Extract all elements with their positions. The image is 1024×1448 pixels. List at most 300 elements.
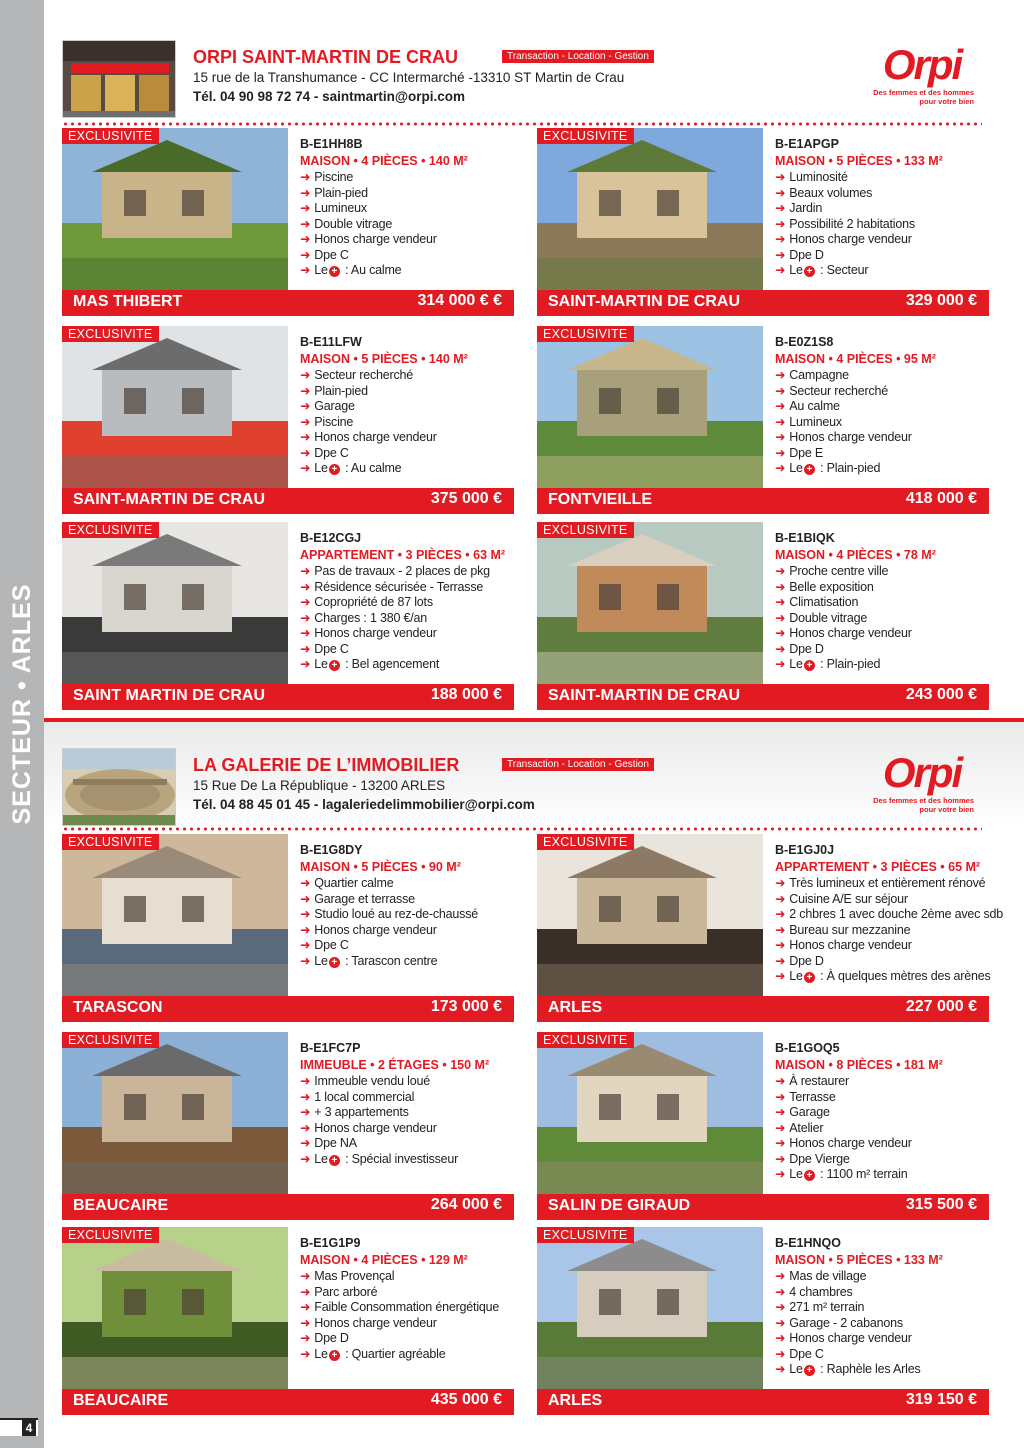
property-price: 375 000 € [430,490,502,507]
property-city: SAINT-MARTIN DE CRAU [548,687,740,704]
property-details [300,530,514,673]
property-type: MAISON • 5 PIÈCES • 133 M² [775,154,943,168]
arrow-icon: ➜ [300,201,311,215]
highlight-label: Le [789,263,803,277]
plus-icon: + [329,464,340,475]
highlight-label: Le [314,1151,328,1166]
feature-text: Honos charge vendeur [789,938,912,952]
highlight-item [775,263,989,279]
feature-text: Parc arboré [314,1284,378,1299]
arrow-icon: ➜ [775,414,786,429]
page-number: 4 [22,1420,36,1436]
price-bar [62,1194,514,1220]
feature-item [775,232,989,248]
feature-item [300,384,514,400]
feature-text: Dpe E [789,445,824,460]
feature-text: Proche centre ville [789,564,889,578]
sector-label: SECTEUR • ARLES [8,583,36,825]
property-city: SAINT-MARTIN DE CRAU [73,491,265,508]
feature-item [775,611,989,627]
feature-item [300,1074,514,1090]
feature-text: Piscine [314,170,354,184]
feature-text: Honos charge vendeur [314,922,437,937]
property-type: MAISON • 4 PIÈCES • 95 M² [775,352,936,366]
arrow-icon: ➜ [300,247,311,262]
arrow-icon: ➜ [775,595,786,609]
property-type: MAISON • 4 PIÈCES • 140 M² [300,154,468,168]
property-listing [62,522,514,712]
highlight-item [775,969,989,985]
feature-text: Au calme [789,399,840,413]
plus-icon: + [329,1350,340,1361]
feature-item [300,368,514,384]
feature-item [775,186,989,202]
highlight-text: : Quartier agréable [341,1346,446,1361]
arrow-icon: ➜ [775,1105,786,1119]
price-bar [537,1194,989,1220]
exclusivite-badge: EXCLUSIVITE [62,522,159,538]
feature-text: Double vitrage [789,610,868,625]
property-details [775,334,989,477]
property-price: 329 000 € [905,292,977,309]
feature-item [775,1136,989,1152]
highlight-text: : Raphèle les Arles [816,1362,921,1376]
feature-text: 271 m² terrain [789,1300,865,1314]
feature-item [775,1121,989,1137]
property-ref: B-E1APGP [775,137,839,151]
feature-text: À restaurer [789,1074,849,1088]
price-bar [537,1389,989,1415]
property-listing [537,326,989,516]
price-bar [62,488,514,514]
arrow-icon: ➜ [300,907,311,921]
feature-item [300,595,514,611]
feature-text: Charges : 1 380 €/an [314,610,428,625]
property-listing [62,1227,514,1417]
feature-item [775,1316,989,1332]
dotted-separator [62,122,982,126]
highlight-item [300,1347,514,1363]
feature-item [300,1105,514,1121]
property-photo [62,834,288,996]
arrow-icon: ➜ [775,907,786,921]
property-ref: B-E1BIQK [775,531,835,545]
arrow-icon: ➜ [775,1315,786,1330]
property-city: SAINT-MARTIN DE CRAU [548,293,740,310]
property-details [300,1040,514,1167]
arrow-icon: ➜ [300,1315,311,1330]
property-price: 435 000 € [430,1391,502,1408]
feature-text: 4 chambres [789,1284,853,1299]
feature-item [775,954,989,970]
property-ref: B-E1G8DY [300,843,363,857]
arrow-icon: ➜ [300,1300,311,1314]
property-ref: B-E11LFW [300,335,362,349]
feature-item [775,642,989,658]
arrow-icon: ➜ [775,1120,786,1135]
feature-item [300,1090,514,1106]
arrow-icon: ➜ [775,891,786,906]
feature-text: Terrasse [789,1089,836,1104]
highlight-item [300,263,514,279]
feature-item [775,415,989,431]
feature-item [775,1300,989,1316]
arrow-icon: ➜ [300,891,311,906]
feature-item [300,642,514,658]
arrow-icon: ➜ [775,1331,786,1345]
exclusivite-badge: EXCLUSIVITE [537,834,634,850]
property-price: 314 000 € € [417,292,502,309]
property-details [300,1235,514,1362]
property-city: MAS THIBERT [73,293,183,310]
feature-item [300,1136,514,1152]
feature-item [775,1269,989,1285]
arrow-icon: ➜ [300,1346,311,1361]
property-type: MAISON • 5 PIÈCES • 133 M² [775,1253,943,1267]
property-ref: B-E0Z1S8 [775,335,834,349]
arrow-icon: ➜ [775,430,786,444]
property-photo [62,1227,288,1389]
property-photo [537,834,763,996]
feature-item [300,876,514,892]
feature-text: Studio loué au rez-de-chaussé [314,907,479,921]
exclusivite-badge: EXCLUSIVITE [537,128,634,144]
arrow-icon: ➜ [300,922,311,937]
property-listing [537,522,989,712]
property-price: 315 500 € [905,1196,977,1213]
feature-text: Immeuble vendu loué [314,1074,431,1088]
property-type: APPARTEMENT • 3 PIÈCES • 65 M² [775,860,981,874]
arrow-icon: ➜ [300,1269,311,1283]
property-photo [62,128,288,290]
arrow-icon: ➜ [300,185,311,200]
highlight-item [300,954,514,970]
feature-item [775,1347,989,1363]
property-listing [537,128,989,318]
feature-item [300,1269,514,1285]
property-photo [537,522,763,684]
feature-text: Climatisation [789,595,859,609]
property-city: FONTVIEILLE [548,491,652,508]
feature-item [300,399,514,415]
feature-text: Dpe C [314,938,349,952]
arrow-icon: ➜ [775,232,786,246]
property-listing [537,834,1004,1024]
price-bar [62,290,514,316]
feature-text: Secteur recherché [314,368,414,382]
price-bar [62,996,514,1022]
property-price: 243 000 € [905,686,977,703]
feature-text: Faible Consommation énergétique [314,1300,500,1314]
highlight-label: Le [314,657,328,671]
arrow-icon: ➜ [300,1136,311,1150]
highlight-text: : Bel agencement [341,657,440,671]
exclusivite-badge: EXCLUSIVITE [537,1032,634,1048]
arrow-icon: ➜ [775,170,786,184]
exclusivite-badge: EXCLUSIVITE [62,834,159,850]
feature-text: Campagne [789,368,849,382]
feature-text: Honos charge vendeur [789,1136,912,1150]
property-ref: B-E1HH8B [300,137,363,151]
feature-text: Mas Provençal [314,1269,395,1283]
feature-text: Secteur recherché [789,383,889,398]
agency-name: ORPI SAINT-MARTIN DE CRAU [193,47,458,67]
highlight-text: : Secteur [816,263,869,277]
property-details [300,136,514,279]
arrow-icon: ➜ [775,579,786,594]
agency-address: 15 rue de la Transhumance - CC Intermarché -13310 ST Martin de Crau [193,70,625,85]
logo-word: Orpi [882,41,962,88]
price-bar [537,290,989,316]
feature-text: Honos charge vendeur [789,1331,912,1345]
plus-icon: + [804,660,815,671]
arrow-icon: ➜ [775,626,786,640]
arrow-icon: ➜ [300,368,311,382]
feature-text: Dpe C [314,445,349,460]
agency-address: 15 Rue De La République - 13200 ARLES [193,778,446,793]
arrow-icon: ➜ [300,595,311,609]
arrow-icon: ➜ [775,1167,786,1181]
highlight-label: Le [314,461,328,475]
feature-text: Dpe C [314,247,349,262]
property-city: BEAUCAIRE [73,1197,169,1214]
plus-icon: + [329,957,340,968]
feature-text: Honos charge vendeur [314,1120,437,1135]
feature-item [775,580,989,596]
property-city: ARLES [548,1392,603,1409]
arrow-icon: ➜ [775,969,786,983]
property-ref: B-E1FC7P [300,1041,361,1055]
feature-text: Dpe Vierge [789,1151,850,1166]
feature-item [300,626,514,642]
price-bar [537,684,989,710]
highlight-label: Le [789,1167,803,1181]
feature-text: Pas de travaux - 2 places de pkg [314,564,490,578]
exclusivite-badge: EXCLUSIVITE [62,128,159,144]
price-bar [537,996,989,1022]
agency-services-tag: Transaction - Location - Gestion [502,758,654,771]
highlight-item [300,657,514,673]
property-listing [537,1227,989,1417]
exclusivite-badge: EXCLUSIVITE [537,326,634,342]
plus-icon: + [804,266,815,277]
feature-item [775,938,989,954]
feature-item [300,232,514,248]
feature-text: Belle exposition [789,579,874,594]
arrow-icon: ➜ [775,399,786,413]
feature-text: Double vitrage [314,216,393,231]
feature-text: Possibilité 2 habitations [789,216,915,231]
highlight-item [775,1167,989,1183]
property-ref: B-E1G1P9 [300,1236,361,1250]
property-type: MAISON • 8 PIÈCES • 181 M² [775,1058,943,1072]
arrow-icon: ➜ [300,1331,311,1345]
plus-icon: + [329,1155,340,1166]
feature-text: Honos charge vendeur [314,626,437,640]
arrow-icon: ➜ [775,657,786,671]
exclusivite-badge: EXCLUSIVITE [537,522,634,538]
arrow-icon: ➜ [775,641,786,656]
dotted-separator [62,827,982,831]
feature-item [775,595,989,611]
feature-text: Résidence sécurisée - Terrasse [314,579,484,594]
feature-text: Jardin [789,201,823,215]
feature-text: Dpe D [789,247,824,262]
arrow-icon: ➜ [300,399,311,413]
feature-text: Honos charge vendeur [314,1315,437,1330]
feature-item [775,1331,989,1347]
property-details [775,136,989,279]
feature-text: Plain-pied [314,383,368,398]
feature-item [300,415,514,431]
highlight-text: : Plain-pied [816,657,881,671]
feature-item [775,368,989,384]
property-price: 188 000 € [430,686,502,703]
property-listing [62,128,514,318]
feature-item [775,201,989,217]
feature-text: Dpe C [314,641,349,656]
property-price: 173 000 € [430,998,502,1015]
arrow-icon: ➜ [300,641,311,656]
exclusivite-badge: EXCLUSIVITE [62,1032,159,1048]
arrow-icon: ➜ [300,383,311,398]
feature-item [775,446,989,462]
property-type: IMMEUBLE • 2 ÉTAGES • 150 M² [300,1058,490,1072]
feature-item [775,217,989,233]
property-listing [62,326,514,516]
orpi-logo [870,750,974,814]
arrow-icon: ➜ [775,461,786,475]
logo-word: Orpi [882,749,962,796]
agency-name: LA GALERIE DE L’IMMOBILIER [193,755,460,775]
feature-item [300,430,514,446]
feature-item [775,1152,989,1168]
feature-item [300,907,514,923]
feature-text: + 3 appartements [314,1105,409,1119]
feature-text: Luminosité [789,170,848,184]
property-details [775,530,989,673]
property-city: SAINT MARTIN DE CRAU [73,687,265,704]
plus-icon: + [804,972,815,983]
price-bar [537,488,989,514]
highlight-text: : Au calme [341,461,402,475]
property-city: SALIN DE GIRAUD [548,1197,691,1214]
feature-item [300,892,514,908]
feature-text: Très lumineux et entièrement rénové [789,876,986,890]
plus-icon: + [329,660,340,671]
feature-item [300,1331,514,1347]
arrow-icon: ➜ [300,1105,311,1119]
arrow-icon: ➜ [300,414,311,429]
page-number-box [0,1418,38,1436]
feature-text: Garage [789,1105,830,1119]
feature-item [300,201,514,217]
exclusivite-badge: EXCLUSIVITE [62,326,159,342]
feature-text: Quartier calme [314,876,394,890]
feature-text: Honos charge vendeur [314,232,437,246]
price-bar [62,1389,514,1415]
arrow-icon: ➜ [775,263,786,277]
highlight-item [775,461,989,477]
feature-text: Honos charge vendeur [789,232,912,246]
arrow-icon: ➜ [775,1089,786,1104]
feature-item [775,923,989,939]
arrow-icon: ➜ [775,1346,786,1361]
feature-text: Dpe C [789,1346,824,1361]
agency-storefront-photo [62,40,176,118]
feature-item [775,1285,989,1301]
arrow-icon: ➜ [775,1074,786,1088]
highlight-label: Le [314,263,328,277]
exclusivite-badge: EXCLUSIVITE [537,1227,634,1243]
feature-item [775,1074,989,1090]
arrow-icon: ➜ [300,1284,311,1299]
feature-item [300,1300,514,1316]
arrow-icon: ➜ [300,1120,311,1135]
feature-item [300,446,514,462]
arrow-icon: ➜ [300,216,311,231]
property-ref: B-E12CGJ [300,531,362,545]
property-details [300,334,514,477]
highlight-text: : Plain-pied [816,461,881,475]
plus-icon: + [329,266,340,277]
highlight-text: : Tarascon centre [341,953,438,968]
feature-item [300,1285,514,1301]
arrow-icon: ➜ [300,232,311,246]
arrow-icon: ➜ [300,876,311,890]
arrow-icon: ➜ [300,1074,311,1088]
property-details [300,842,514,969]
arrow-icon: ➜ [300,953,311,968]
feature-item [775,892,989,908]
arrow-icon: ➜ [775,201,786,215]
feature-text: Honos charge vendeur [314,430,437,444]
arrow-icon: ➜ [300,938,311,952]
highlight-text: : 1100 m² terrain [816,1167,908,1181]
agency-services-tag: Transaction - Location - Gestion [502,50,654,63]
feature-item [775,170,989,186]
property-city: BEAUCAIRE [73,1392,169,1409]
arrow-icon: ➜ [300,445,311,460]
highlight-label: Le [789,969,803,983]
arrow-icon: ➜ [775,247,786,262]
property-photo [537,326,763,488]
arrow-icon: ➜ [775,1269,786,1283]
exclusivite-badge: EXCLUSIVITE [62,1227,159,1243]
property-details [775,1040,989,1183]
arrow-icon: ➜ [775,1362,786,1376]
plus-icon: + [804,464,815,475]
highlight-label: Le [789,1362,803,1376]
arrow-icon: ➜ [300,657,311,671]
property-type: APPARTEMENT • 3 PIÈCES • 63 M² [300,548,506,562]
arrow-icon: ➜ [775,564,786,578]
feature-text: 2 chbres 1 avec douche 2ème avec sdb [789,907,1004,921]
arrow-icon: ➜ [300,1151,311,1166]
arrow-icon: ➜ [775,922,786,937]
arrow-icon: ➜ [775,938,786,952]
feature-text: Dpe D [314,1331,349,1345]
feature-item [775,907,1004,923]
feature-text: Lumineux [314,201,367,215]
highlight-item [775,657,989,673]
orpi-logo [870,42,974,106]
property-price: 319 150 € [905,1391,977,1408]
property-price: 227 000 € [905,998,977,1015]
property-photo [62,326,288,488]
feature-item [775,399,989,415]
property-ref: B-E1GJ0J [775,843,835,857]
